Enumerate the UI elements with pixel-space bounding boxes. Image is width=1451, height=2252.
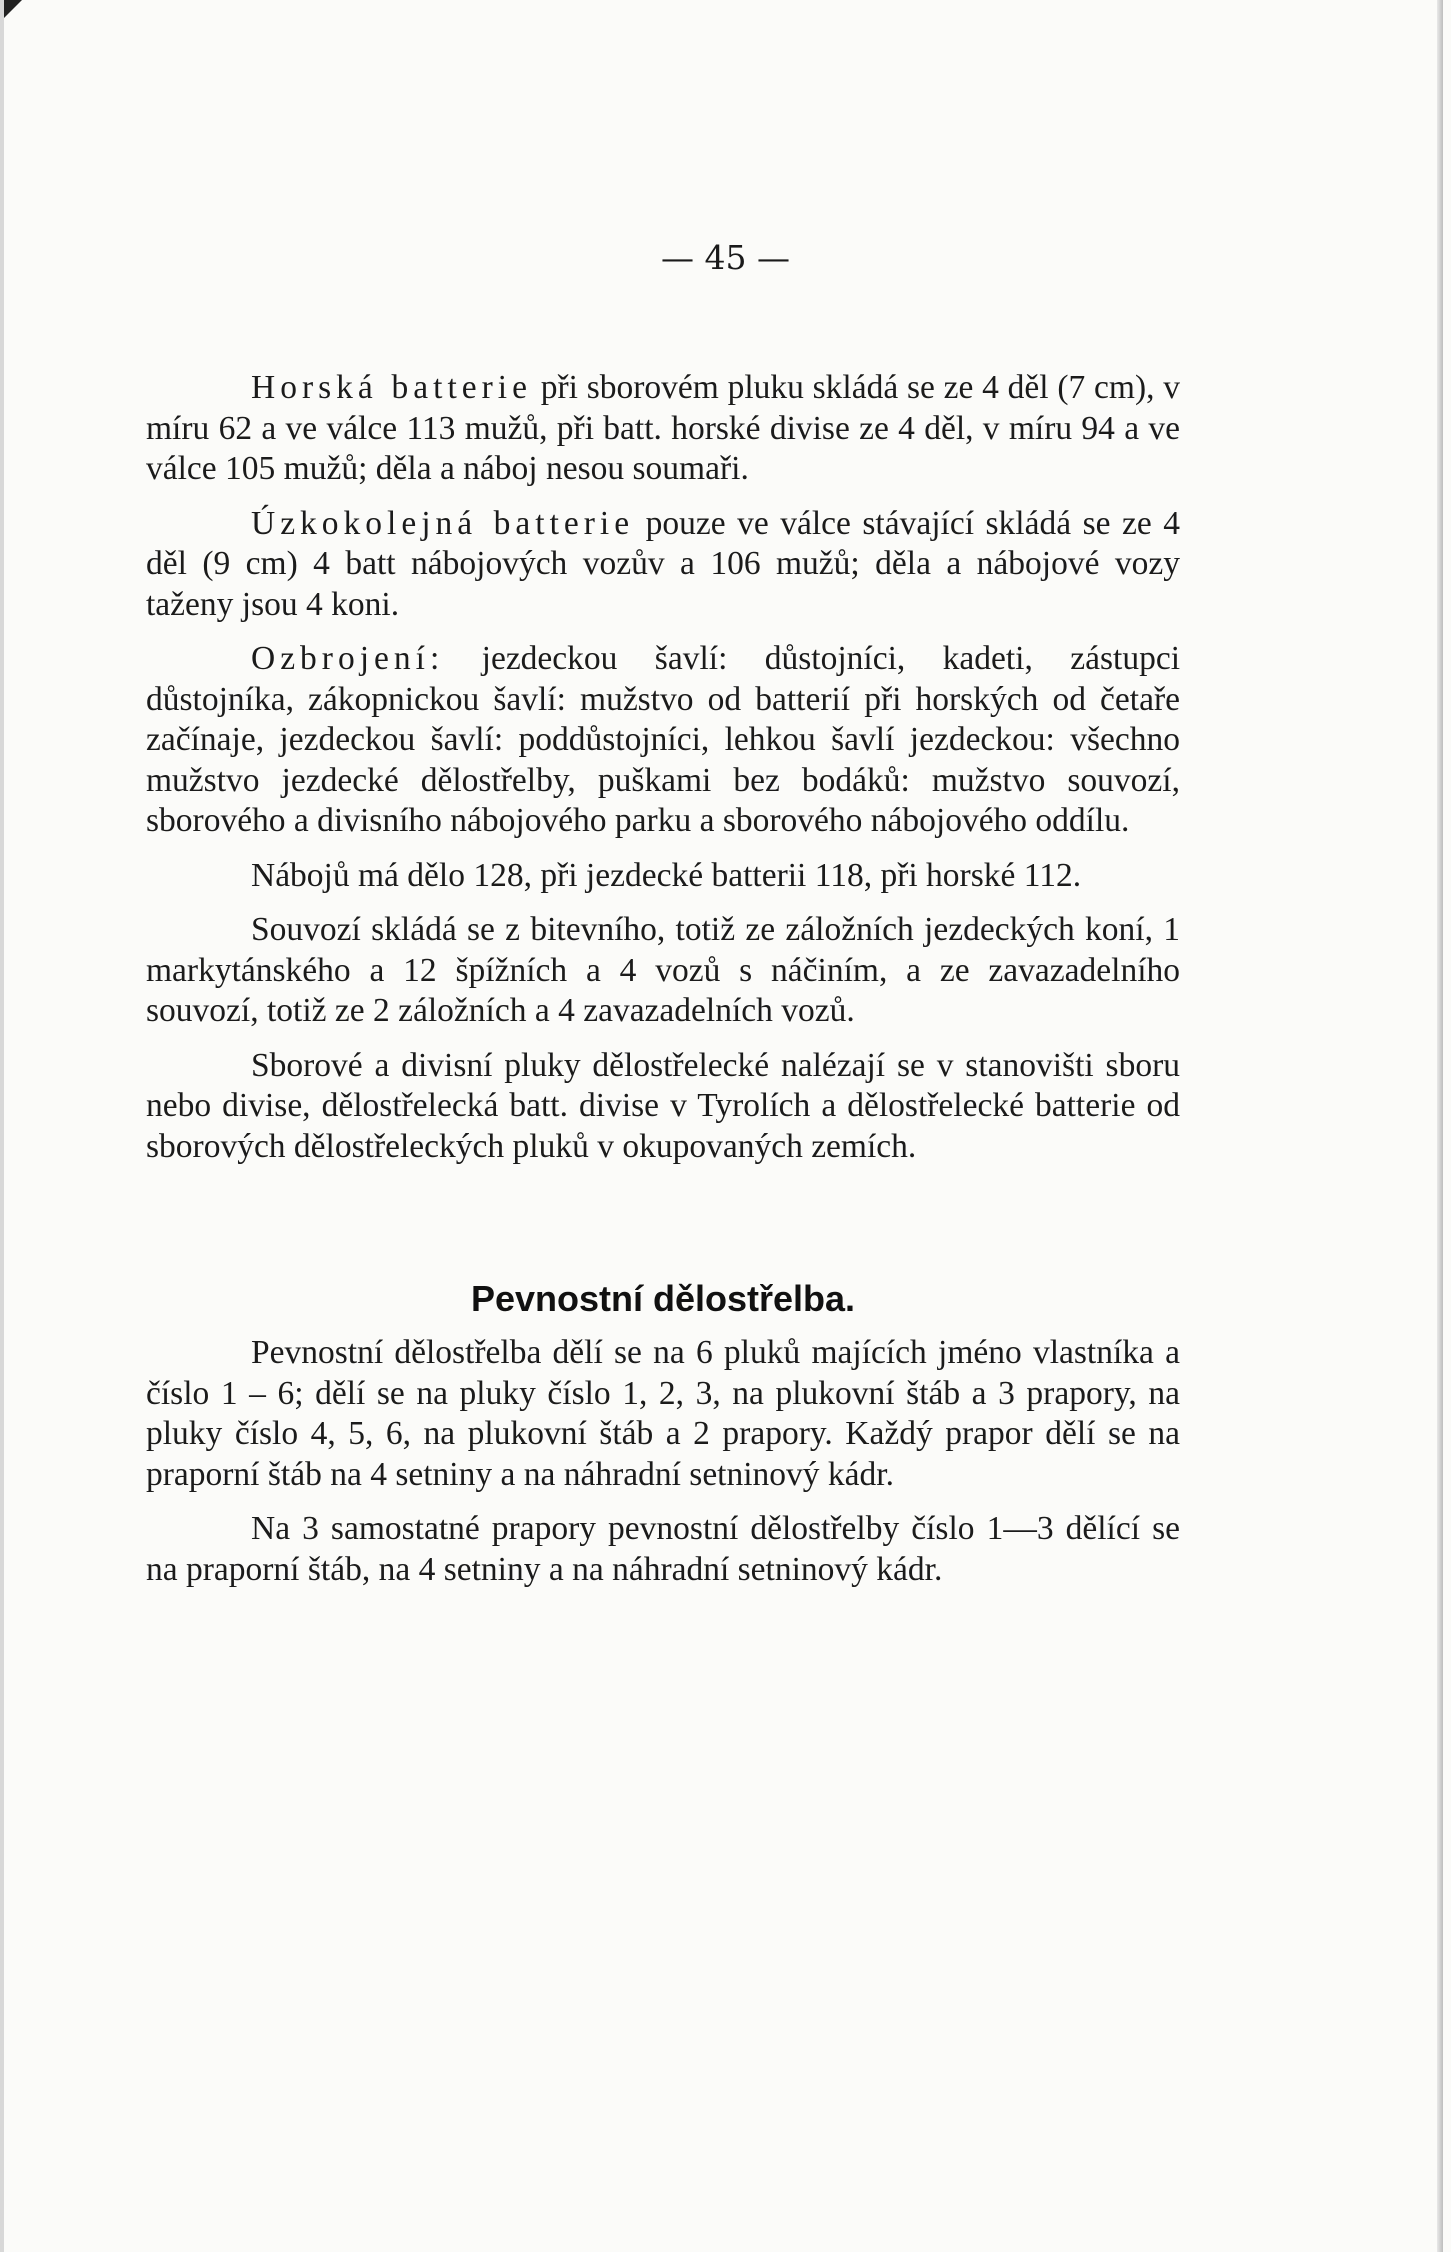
paragraph-lead: Ozbrojení: bbox=[251, 640, 445, 677]
paragraph-text: pouze ve válce stávající skládá se ze 4 děl (9 cm) 4 batt nábojových vozův a 106 mužů; děla a nábojové vozy taženy jsou 4 koni. bbox=[146, 504, 1180, 623]
paragraph-text: Pevnostní dělostřelba dělí se na 6 pluků majících jméno vlastníka a číslo 1 – 6; dělí se na pluky číslo 1, 2, 3, na plukovní štáb a 3 prapory, na pluky číslo 4, 5, 6, na plukovní štáb a 2 prapory. Každý prapor dělí se na praporní štáb na 4 setniny a na náhradní setninový kádr. bbox=[146, 1334, 1180, 1493]
paragraph-lead: Úzkokolejná batterie bbox=[251, 504, 635, 542]
paragraph bbox=[146, 856, 1180, 897]
paragraph-text: jezdeckou šavlí: důstojníci, kadeti, zástupci důstojníka, zákopnickou šavlí: mužstvo od batterií při horských od četaře začínaje, jezdeckou šavlí: poddůstojníci, lehkou šavlí jezdeckou: všechno mužstvo jezdecké dělostřelby, puškami bez bodáků: mužstvo souvozí, sborového a divisního nábojového parku a sborového nábojového oddílu. bbox=[146, 640, 1180, 839]
paragraph-text: při sborovém pluku skládá se ze 4 děl (7 cm), v míru 62 a ve válce 113 mužů, při batt. horské divise ze 4 děl, v míru 94 a ve válce 105 mužů; děla a náboj nesou soumaři. bbox=[146, 369, 1180, 487]
paragraph bbox=[146, 1333, 1180, 1495]
paragraph bbox=[146, 910, 1180, 1032]
section-heading: Pevnostní dělostřelba. bbox=[470, 1278, 856, 1319]
paragraph-text: Sborové a divisní pluky dělostřelecké nalézají se v stanovišti sboru nebo divise, dělostřelecká batt. divise v Tyrolích a dělostřelecké batterie od sborových dělostřeleckých pluků v okupovaných zemích. bbox=[146, 1046, 1180, 1165]
paragraph-text: Na 3 samostatné prapory pevnostní dělostřelby číslo 1—3 dělící se na praporní štáb, na 4 setniny a na náhradní setninový kádr. bbox=[146, 1510, 1180, 1588]
paragraph bbox=[146, 368, 1180, 490]
paragraph-text: Nábojů má dělo 128, při jezdecké batterii 118, při horské 112. bbox=[251, 856, 1082, 894]
paragraph bbox=[146, 1046, 1180, 1168]
page-number: — 45 — bbox=[661, 238, 790, 277]
page-edge-right bbox=[1437, 0, 1443, 2252]
paragraph-text: Souvozí skládá se z bitevního, totiž ze záložních jezdeckých koní, 1 markytánského a 12 špížních a 4 vozů s náčiním, a ze zavazadelního souvozí, totiž ze 2 záložních a 4 zavazadelních vozů. bbox=[146, 911, 1180, 1029]
page-body bbox=[146, 368, 1180, 1604]
paragraph bbox=[146, 639, 1180, 842]
paragraph bbox=[146, 1509, 1180, 1590]
page-edge-left bbox=[0, 0, 4, 2252]
paragraph bbox=[146, 504, 1180, 626]
paragraph-lead: Horská batterie bbox=[251, 369, 532, 406]
